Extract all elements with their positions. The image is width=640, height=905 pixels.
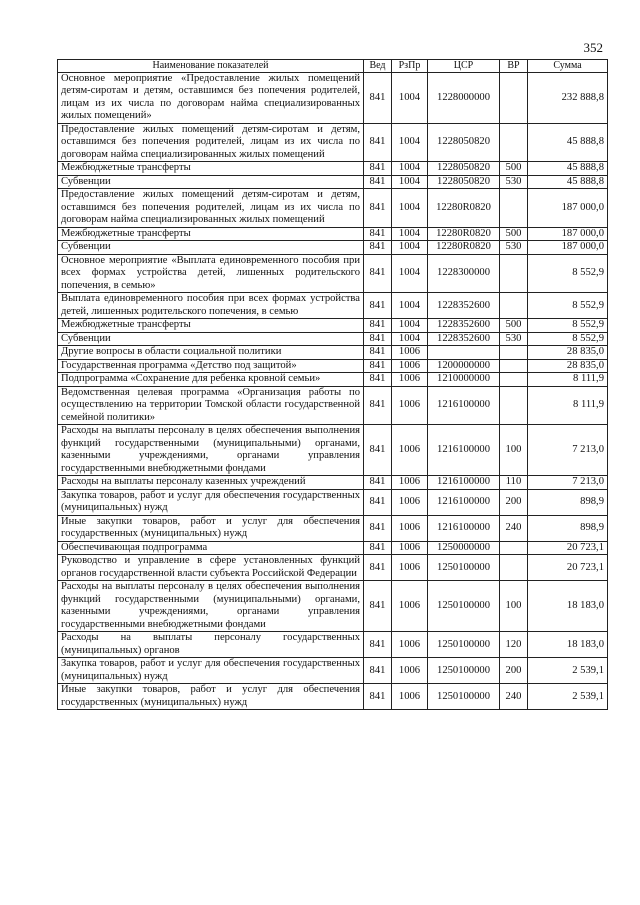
row-ved: 841: [364, 227, 392, 241]
row-ved: 841: [364, 332, 392, 346]
row-rzpr: 1006: [392, 541, 428, 555]
row-vr: [500, 541, 528, 555]
table-row: [58, 241, 608, 255]
row-sum: 28 835,0: [528, 346, 608, 360]
row-name: Основное мероприятие «Предоставление жилых помещений детям-сиротам и детям, оставшимся без попечения родителей, лицам из их числа по договорам найма специализированных жилых помещений»: [58, 72, 364, 123]
table-row: [58, 489, 608, 515]
row-ved: 841: [364, 189, 392, 228]
row-csr: 1216100000: [428, 476, 500, 490]
row-name: Предоставление жилых помещений детям-сиротам и детям, оставшимся без попечения родителей, лицам из их числа по договорам найма специализированных жилых помещений: [58, 189, 364, 228]
table-row: [58, 425, 608, 476]
row-vr: 200: [500, 489, 528, 515]
row-csr: 12280R0820: [428, 189, 500, 228]
row-vr: 530: [500, 332, 528, 346]
row-csr: 1216100000: [428, 489, 500, 515]
row-rzpr: 1004: [392, 189, 428, 228]
row-name: Обеспечивающая подпрограмма: [58, 541, 364, 555]
row-rzpr: 1006: [392, 359, 428, 373]
row-csr: 12280R0820: [428, 241, 500, 255]
header-ved: Вед: [364, 60, 392, 73]
row-csr: 1250100000: [428, 555, 500, 581]
row-ved: 841: [364, 123, 392, 162]
row-csr: 1228050820: [428, 175, 500, 189]
row-name: Расходы на выплаты персоналу в целях обеспечения выполнения функций государственными (муниципальными) органами, казенными учреждениями, органами управления государственными внебюджетными фондами: [58, 425, 364, 476]
row-vr: [500, 293, 528, 319]
table-row: [58, 175, 608, 189]
row-csr: 1250100000: [428, 581, 500, 632]
table-row: [58, 293, 608, 319]
row-csr: 1210000000: [428, 373, 500, 387]
row-name: Иные закупки товаров, работ и услуг для обеспечения государственных (муниципальных) нужд: [58, 684, 364, 710]
row-ved: 841: [364, 425, 392, 476]
row-vr: 200: [500, 658, 528, 684]
row-sum: 7 213,0: [528, 425, 608, 476]
row-name: Государственная программа «Детство под защитой»: [58, 359, 364, 373]
row-ved: 841: [364, 241, 392, 255]
table-row: [58, 684, 608, 710]
row-ved: 841: [364, 175, 392, 189]
row-csr: 1228352600: [428, 332, 500, 346]
row-rzpr: 1006: [392, 489, 428, 515]
row-csr: 1200000000: [428, 359, 500, 373]
row-rzpr: 1006: [392, 555, 428, 581]
row-name: Выплата единовременного пособия при всех формах устройства детей, лишенных родительского попечения, в семью: [58, 293, 364, 319]
row-rzpr: 1004: [392, 293, 428, 319]
table-row: [58, 359, 608, 373]
row-csr: 1228300000: [428, 254, 500, 293]
row-ved: 841: [364, 359, 392, 373]
row-ved: 841: [364, 72, 392, 123]
row-name: Закупка товаров, работ и услуг для обеспечения государственных (муниципальных) нужд: [58, 658, 364, 684]
row-sum: 8 111,9: [528, 373, 608, 387]
header-sum: Сумма: [528, 60, 608, 73]
row-csr: 1216100000: [428, 515, 500, 541]
row-csr: 12280R0820: [428, 227, 500, 241]
row-name: Другие вопросы в области социальной политики: [58, 346, 364, 360]
table-row: [58, 72, 608, 123]
row-vr: 100: [500, 425, 528, 476]
row-sum: 187 000,0: [528, 227, 608, 241]
row-name: Расходы на выплаты персоналу в целях обеспечения выполнения функций государственными (муниципальными) органами, казенными учреждениями, органами управления государственными внебюджетными фондами: [58, 581, 364, 632]
row-ved: 841: [364, 293, 392, 319]
table-row: [58, 346, 608, 360]
row-vr: [500, 254, 528, 293]
row-ved: 841: [364, 555, 392, 581]
row-csr: 1250100000: [428, 658, 500, 684]
row-ved: 841: [364, 162, 392, 176]
table-row: [58, 162, 608, 176]
row-rzpr: 1006: [392, 658, 428, 684]
row-rzpr: 1006: [392, 684, 428, 710]
row-rzpr: 1006: [392, 386, 428, 425]
row-name: Расходы на выплаты персоналу государственных (муниципальных) органов: [58, 632, 364, 658]
row-ved: 841: [364, 346, 392, 360]
row-sum: 28 835,0: [528, 359, 608, 373]
table-row: [58, 476, 608, 490]
row-name: Закупка товаров, работ и услуг для обеспечения государственных (муниципальных) нужд: [58, 489, 364, 515]
row-vr: 500: [500, 227, 528, 241]
row-rzpr: 1004: [392, 254, 428, 293]
row-csr: 1216100000: [428, 386, 500, 425]
row-name: Субвенции: [58, 332, 364, 346]
row-sum: 18 183,0: [528, 581, 608, 632]
row-sum: 20 723,1: [528, 555, 608, 581]
table-body: [58, 72, 608, 710]
row-rzpr: 1006: [392, 581, 428, 632]
row-vr: [500, 346, 528, 360]
row-ved: 841: [364, 684, 392, 710]
row-name: Расходы на выплаты персоналу казенных учреждений: [58, 476, 364, 490]
row-rzpr: 1006: [392, 476, 428, 490]
table-row: [58, 555, 608, 581]
table-row: [58, 386, 608, 425]
budget-table: [57, 59, 608, 710]
table-row: [58, 319, 608, 333]
row-rzpr: 1004: [392, 319, 428, 333]
row-csr: [428, 346, 500, 360]
row-vr: [500, 386, 528, 425]
row-sum: 187 000,0: [528, 189, 608, 228]
row-name: Межбюджетные трансферты: [58, 162, 364, 176]
row-sum: 2 539,1: [528, 658, 608, 684]
row-ved: 841: [364, 373, 392, 387]
header-csr: ЦСР: [428, 60, 500, 73]
row-sum: 45 888,8: [528, 162, 608, 176]
row-ved: 841: [364, 386, 392, 425]
row-ved: 841: [364, 658, 392, 684]
row-name: Субвенции: [58, 175, 364, 189]
row-vr: 500: [500, 162, 528, 176]
row-sum: 2 539,1: [528, 684, 608, 710]
row-sum: 898,9: [528, 489, 608, 515]
header-name: Наименование показателей: [58, 60, 364, 73]
row-rzpr: 1004: [392, 227, 428, 241]
row-vr: [500, 189, 528, 228]
table-row: [58, 254, 608, 293]
row-vr: [500, 359, 528, 373]
row-name: Подпрограмма «Сохранение для ребенка кровной семьи»: [58, 373, 364, 387]
row-vr: [500, 72, 528, 123]
row-name: Субвенции: [58, 241, 364, 255]
row-csr: 1228352600: [428, 293, 500, 319]
row-sum: 45 888,8: [528, 123, 608, 162]
row-name: Руководство и управление в сфере установленных функций органов государственной власти субъекта Российской Федерации: [58, 555, 364, 581]
row-rzpr: 1004: [392, 332, 428, 346]
table-row: [58, 632, 608, 658]
row-ved: 841: [364, 476, 392, 490]
row-ved: 841: [364, 632, 392, 658]
row-vr: 240: [500, 684, 528, 710]
row-sum: 8 552,9: [528, 319, 608, 333]
row-csr: 1228050820: [428, 123, 500, 162]
row-csr: 1250100000: [428, 632, 500, 658]
row-sum: 232 888,8: [528, 72, 608, 123]
row-rzpr: 1006: [392, 632, 428, 658]
row-rzpr: 1006: [392, 373, 428, 387]
row-vr: 100: [500, 581, 528, 632]
row-vr: [500, 555, 528, 581]
row-vr: 110: [500, 476, 528, 490]
table-row: [58, 541, 608, 555]
row-name: Иные закупки товаров, работ и услуг для обеспечения государственных (муниципальных) нужд: [58, 515, 364, 541]
table-row: [58, 515, 608, 541]
row-ved: 841: [364, 319, 392, 333]
row-vr: 530: [500, 241, 528, 255]
table-row: [58, 227, 608, 241]
row-sum: 18 183,0: [528, 632, 608, 658]
row-csr: 1228352600: [428, 319, 500, 333]
table-row: [58, 332, 608, 346]
header-rzpr: РзПр: [392, 60, 428, 73]
row-vr: [500, 373, 528, 387]
row-rzpr: 1004: [392, 123, 428, 162]
row-rzpr: 1004: [392, 162, 428, 176]
row-rzpr: 1006: [392, 346, 428, 360]
row-csr: 1228000000: [428, 72, 500, 123]
row-csr: 1250000000: [428, 541, 500, 555]
row-sum: 898,9: [528, 515, 608, 541]
row-csr: 1228050820: [428, 162, 500, 176]
row-vr: 120: [500, 632, 528, 658]
header-vr: ВР: [500, 60, 528, 73]
row-ved: 841: [364, 254, 392, 293]
row-rzpr: 1006: [392, 425, 428, 476]
row-sum: 187 000,0: [528, 241, 608, 255]
row-name: Межбюджетные трансферты: [58, 227, 364, 241]
table-row: [58, 581, 608, 632]
page-number: 352: [583, 40, 603, 55]
row-rzpr: 1004: [392, 175, 428, 189]
row-vr: 500: [500, 319, 528, 333]
table-row: [58, 123, 608, 162]
table-header-row: [58, 60, 608, 73]
row-csr: 1250100000: [428, 684, 500, 710]
row-sum: 7 213,0: [528, 476, 608, 490]
row-vr: 240: [500, 515, 528, 541]
row-vr: 530: [500, 175, 528, 189]
row-sum: 8 552,9: [528, 254, 608, 293]
row-name: Межбюджетные трансферты: [58, 319, 364, 333]
row-vr: [500, 123, 528, 162]
row-name: Основное мероприятие «Выплата единовременного пособия при всех формах устройства детей, лишенных родительского попечения, в семью»: [58, 254, 364, 293]
row-sum: 8 111,9: [528, 386, 608, 425]
row-ved: 841: [364, 489, 392, 515]
row-ved: 841: [364, 581, 392, 632]
row-rzpr: 1006: [392, 515, 428, 541]
table-row: [58, 373, 608, 387]
row-name: Ведомственная целевая программа «Организация работы по осуществлению на территории Томской области государственной семейной политики»: [58, 386, 364, 425]
row-sum: 8 552,9: [528, 293, 608, 319]
row-rzpr: 1004: [392, 72, 428, 123]
row-rzpr: 1004: [392, 241, 428, 255]
row-csr: 1216100000: [428, 425, 500, 476]
row-sum: 8 552,9: [528, 332, 608, 346]
row-sum: 20 723,1: [528, 541, 608, 555]
row-name: Предоставление жилых помещений детям-сиротам и детям, оставшимся без попечения родителей, лицам из их числа по договорам найма специализированных жилых помещений: [58, 123, 364, 162]
row-ved: 841: [364, 541, 392, 555]
table-row: [58, 189, 608, 228]
row-sum: 45 888,8: [528, 175, 608, 189]
table-row: [58, 658, 608, 684]
row-ved: 841: [364, 515, 392, 541]
